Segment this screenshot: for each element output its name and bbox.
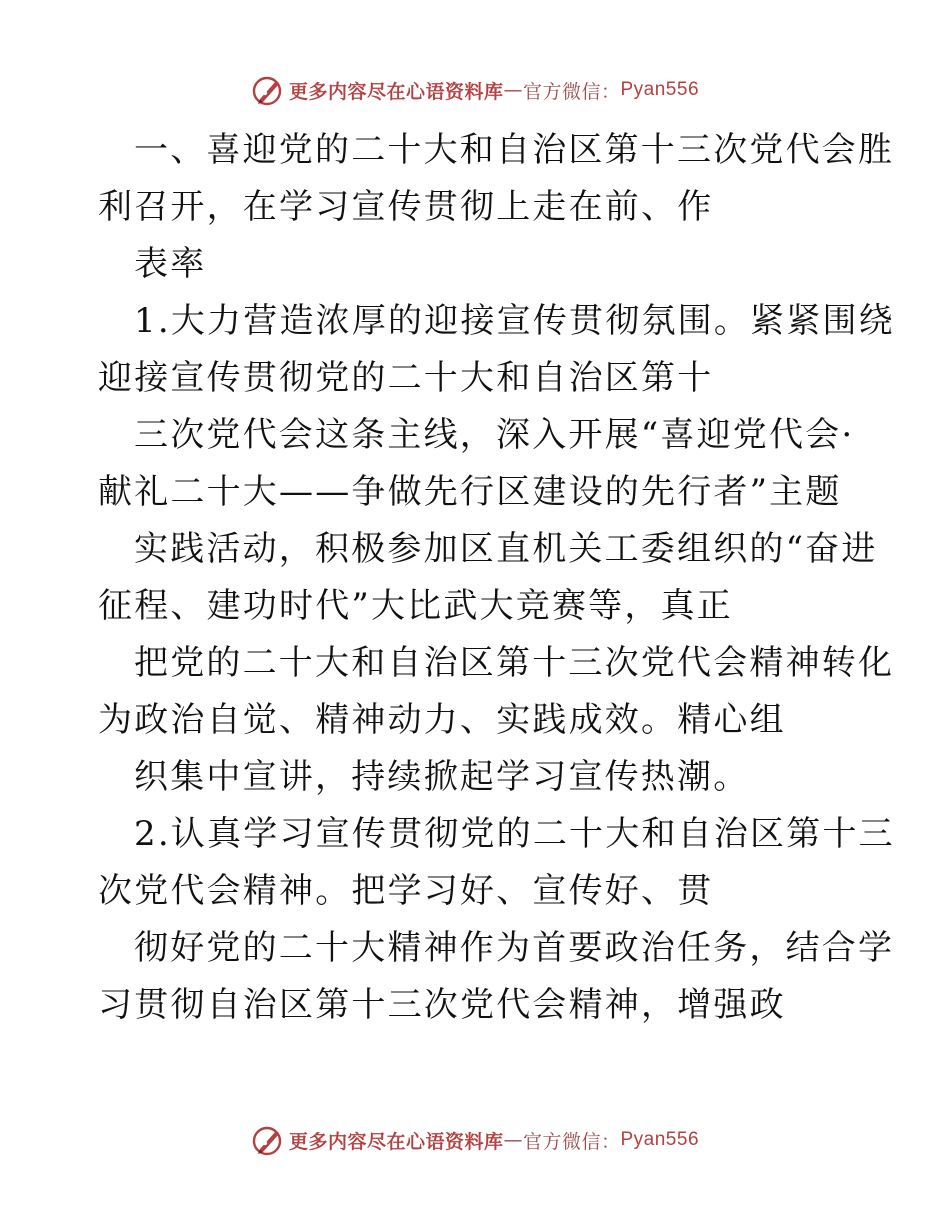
- body-line: 次党代会精神。把学习好、宣传好、贯: [98, 871, 714, 911]
- body-line: 实践活动，积极参加区直机关工委组织的“奋进: [134, 529, 878, 569]
- watermark-wechat-id: Pyan556: [620, 79, 700, 100]
- body-line: 征程、建功时代”大比武大竞赛等，真正: [98, 586, 733, 626]
- body-line: 迎接宣传贯彻党的二十大和自治区第十: [98, 358, 714, 398]
- watermark-main-text: 更多内容尽在心语资料库: [288, 1130, 504, 1153]
- watermark-dash: —: [503, 79, 523, 101]
- pen-logo-icon: [251, 1123, 285, 1157]
- body-line: 织集中宣讲，持续掀起学习宣传热潮。: [134, 757, 750, 797]
- pen-logo-icon: [251, 73, 285, 107]
- body-line: 把党的二十大和自治区第十三次党代会精神转化: [134, 643, 895, 683]
- body-line: 2.认真学习宣传贯彻党的二十大和自治区第十三: [134, 814, 895, 854]
- body-line: 1.大力营造浓厚的迎接宣传贯彻氛围。紧紧围绕: [134, 301, 895, 341]
- body-line: 习贯彻自治区第十三次党代会精神，增强政: [98, 985, 786, 1025]
- body-line: 一、喜迎党的二十大和自治区第十三次党代会胜: [134, 130, 895, 170]
- body-line: 彻好党的二十大精神作为首要政治任务，结合学: [134, 928, 895, 968]
- body-line: 三次党代会这条主线，深入开展“喜迎党代会·: [134, 415, 855, 455]
- body-line: 为政治自觉、精神动力、实践成效。精心组: [98, 700, 786, 740]
- watermark-main-text: 更多内容尽在心语资料库: [288, 80, 504, 103]
- body-line: 献礼二十大——争做先行区建设的先行者”主题: [98, 472, 842, 512]
- body-line: 利召开，在学习宣传贯彻上走在前、作: [98, 187, 714, 227]
- watermark-dash: —: [503, 1129, 523, 1151]
- watermark-sub-text: 官方微信：: [522, 1130, 621, 1153]
- footer-watermark: [0, 1120, 950, 1160]
- watermark-wechat-id: Pyan556: [620, 1129, 700, 1150]
- header-watermark: [0, 70, 950, 110]
- body-line: 表率: [134, 244, 207, 284]
- watermark-sub-text: 官方微信：: [522, 80, 621, 103]
